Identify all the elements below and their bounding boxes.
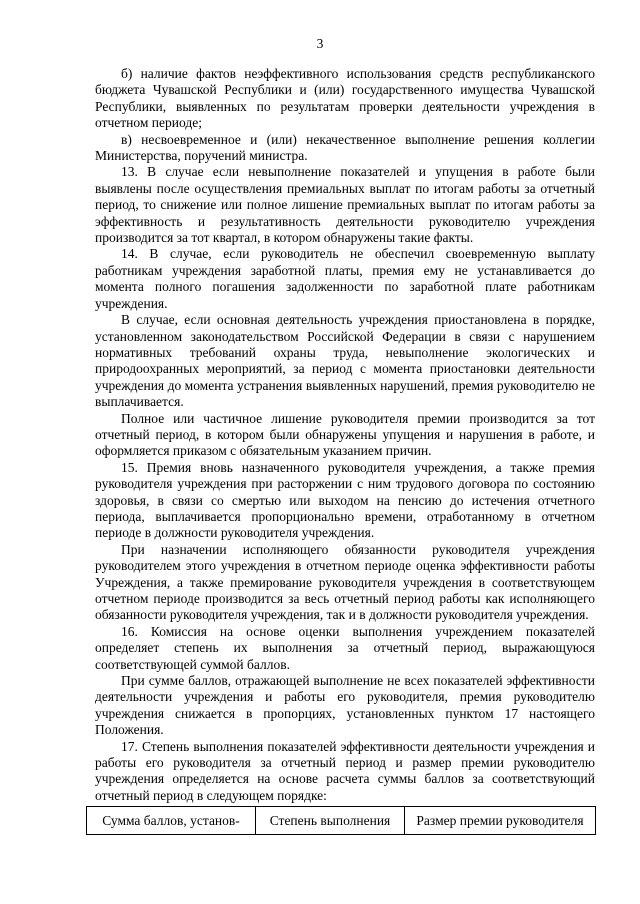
paragraph-17: 17. Степень выполнения показателей эффективности деятельности учреждения и работы его руководителя за отчетный период и размер премии руководителю учреждения определяется на основе расчета суммы баллов за соответствующий отчетный период в следующем порядке: [95, 738, 595, 803]
paragraph-16-reduction: При сумме баллов, отражающей выполнение не всех показателей эффективности деятельности учреждения и работы его руководителя, премия руководителю учреждения снижается в пропорциях, установленных пунктом 17 настоящего Положения. [95, 673, 595, 738]
paragraph-14-deprivation: Полное или частичное лишение руководителя премии производится за тот отчетный период, в котором были обнаружены упущения и нарушения в работе, и оформляется приказом с обязательным указанием причин. [95, 410, 595, 459]
header-degree: Степень выполнения [256, 807, 405, 835]
page-number: 3 [316, 36, 324, 51]
paragraph-b: б) наличие фактов неэффективного использования средств республиканского бюджета Чувашской Республики и (или) государственного имущества Чувашской Республики, выявленных по результатам проверки деятельности учреждения в отчетном периоде; [95, 66, 595, 131]
paragraph-15-acting: При назначении исполняющего обязанности руководителя учреждения руководителем этого учреждения в отчетном периоде оценка эффективности работы Учреждения, а также премирование руководителя учреждения в соответствующем отчетном периоде производится за весь отчетный период работы как исполняющего обязанности руководителя учреждения, так и в должности руководителя учреждения. [95, 541, 595, 623]
document-body [95, 66, 595, 804]
header-bonus-size: Размер премии руководителя [405, 807, 596, 835]
paragraph-15: 15. Премия вновь назначенного руководителя учреждения, а также премия руководителя учреждения при расторжении с ним трудового договора по состоянию здоровья, в связи со смертью или выходом на пенсию до истечения отчетного периода, выплачивается пропорционально времени, отработанному в отчетном периоде в должности руководителя учреждения. [95, 459, 595, 541]
header-score-sum: Сумма баллов, установ- [87, 807, 256, 835]
table-header-row [87, 807, 596, 835]
paragraph-16: 16. Комиссия на основе оценки выполнения учреждением показателей определяет степень их выполнения за отчетный период, выражающуюся соответствующей суммой баллов. [95, 623, 595, 672]
paragraph-14-suspension: В случае, если основная деятельность учреждения приостановлена в порядке, установленном законодательством Российской Федерации в связи с нарушением нормативных требований охраны труда, невыполнение экологических и природоохранных мероприятий, за период с момента приостановки деятельности учреждения до момента устранения выявленных нарушений, премия руководителю не выплачивается. [95, 312, 595, 410]
paragraph-14: 14. В случае, если руководитель не обеспечил своевременную выплату работникам учреждения заработной платы, премия ему не устанавливается до момента полного погашения задолженности по заработной плате работникам учреждения. [95, 246, 595, 311]
score-table [86, 806, 596, 835]
paragraph-13: 13. В случае если невыполнение показателей и упущения в работе были выявлены после осуществления премиальных выплат по итогам работы за отчетный период, то снижение или полное лишение премиальных выплат по итогам работы за эффективность и результативность деятельности руководителю учреждения производится за тот квартал, в котором обнаружены такие факты. [95, 164, 595, 246]
paragraph-v: в) несвоевременное и (или) некачественное выполнение решения коллегии Министерства, поручений министра. [95, 131, 595, 164]
